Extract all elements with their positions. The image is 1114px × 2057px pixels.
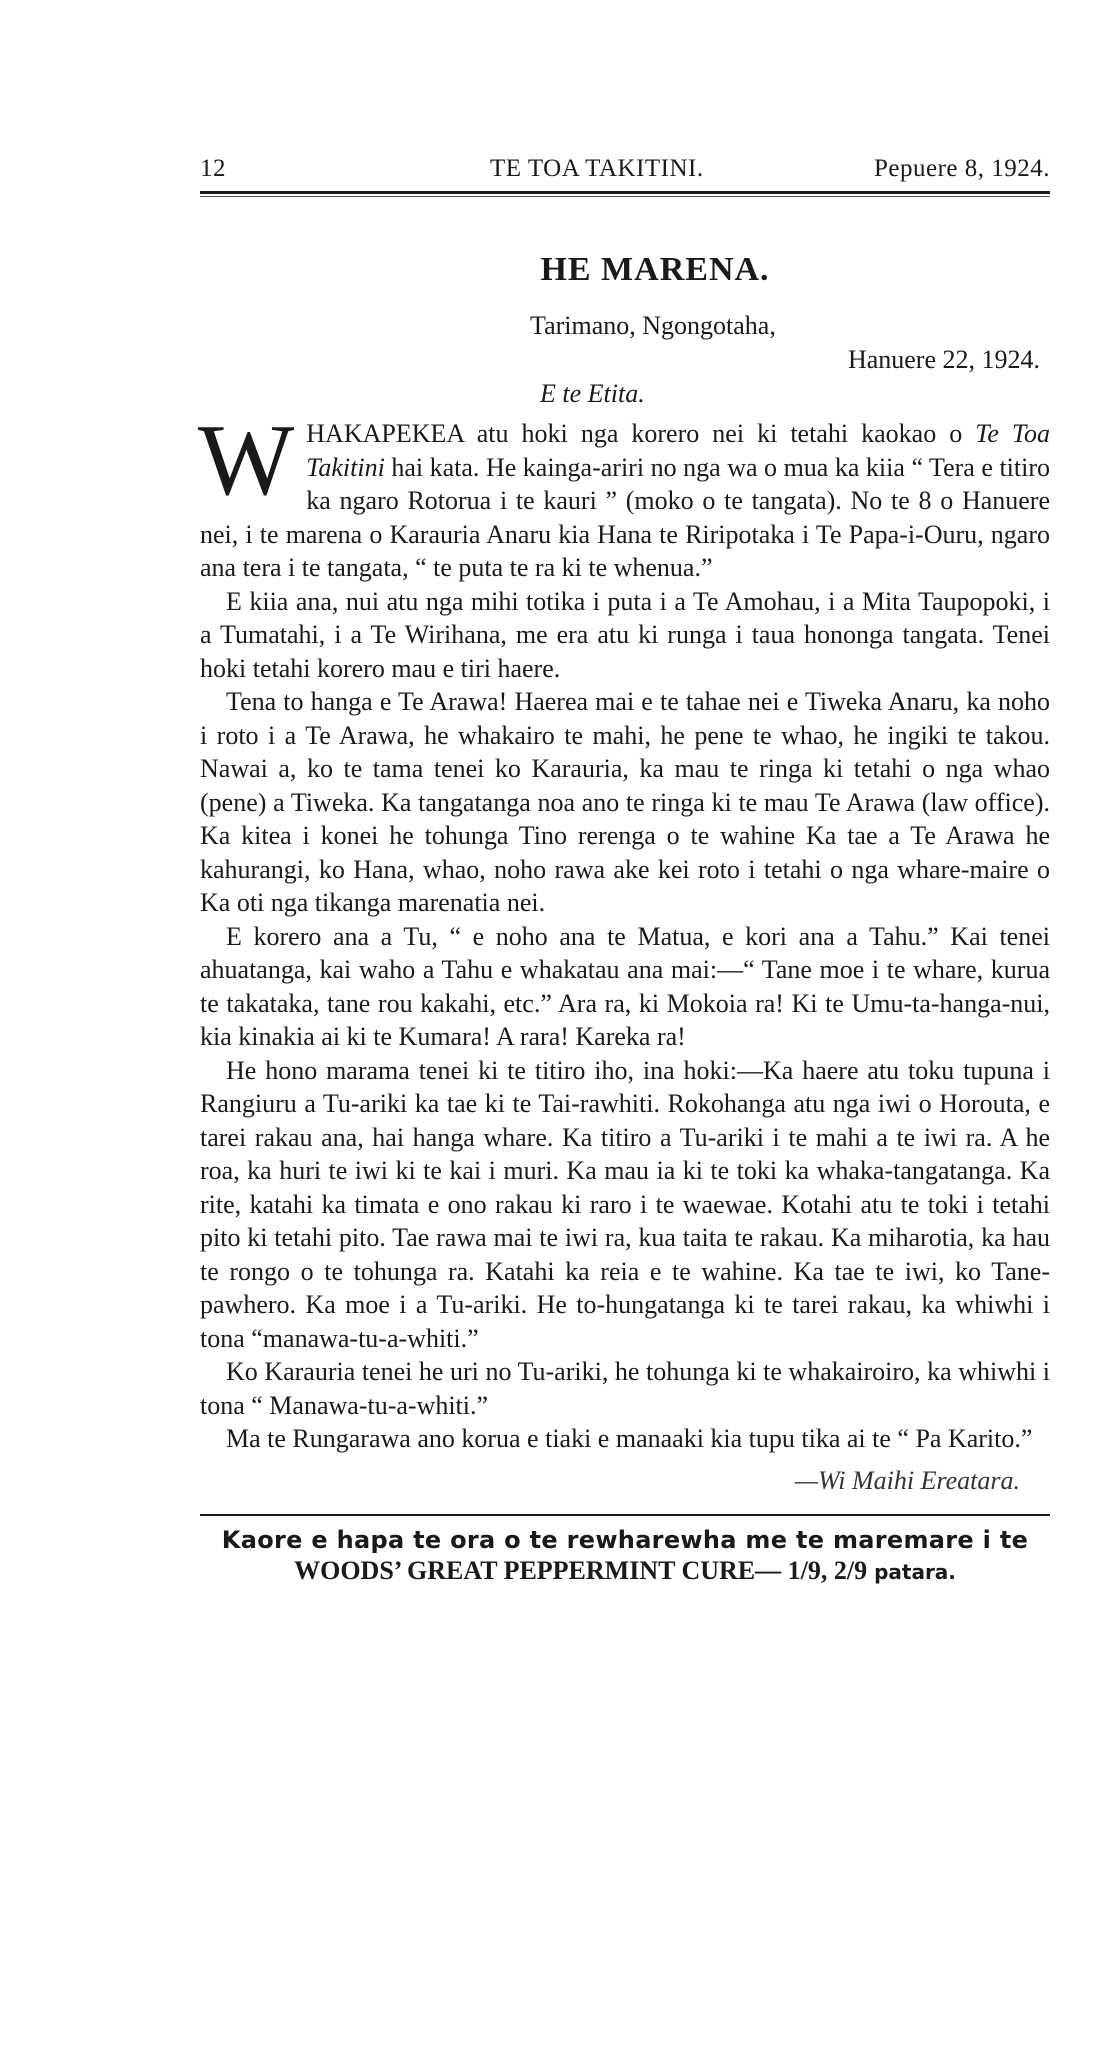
letter-salutation: E te Etita. — [540, 379, 645, 408]
signature: —Wi Maihi Ereatara. — [794, 1465, 1020, 1495]
paragraph-6: Ko Karauria tenei he uri no Tu-ariki, he tohunga ki te whakairoiro, ka whiwhi i tona “ Manawa-tu-a-whiti.” — [200, 1357, 1050, 1420]
advertisement-rule — [200, 1514, 1050, 1516]
letter-place: Tarimano, Ngongotaha, — [530, 311, 776, 340]
advertisement-line-2 — [200, 1556, 1050, 1586]
paragraph-1-rest: hai kata. He kainga-ariri no nga wa o mua ka kiia “ Tera e titiro ka ngaro Rotorua i te kauri ” (moko o te tangata). No te 8 o Hanuere nei, i te marena o Karauria Anaru kia Hana te Riripotaka i Te Papa-i-Ouru, ngaro ana tera i te tangata, “ te puta te ra ki te whenua.” — [200, 452, 1050, 582]
paragraph-5: He hono marama tenei ki te titiro iho, ina hoki:—Ka haere atu toku tupuna i Rangiuru a Tu-ariki ka tae ki te Tai-rawhiti. Rokohanga atu nga iwi o Horouta, e tarei rakau ana, hai hanga whare. Ka titiro a Tu-ariki i te mahi a te iwi ra. A he roa, ka huri te iwi ki te kai i muri. Ka mau ia ki te toki ka whaka-tangatanga. Ka rite, katahi ka timata e ono rakau ki raro i te waewae. Kotahi atu te toki i tetahi pito ki tetahi pito. Tae rawa mai te iwi ra, kua taita te rakau. Ka miharotia, ka hau te rongo o te tohunga ra. Katahi ka reia e te wahine. Ka tae te iwi, ko Tane-pawhero. Ka moe i a Tu-ariki. He to-hungatanga ki te tarei rakau, ka whiwhi i tona “manawa-tu-a-whiti.” — [200, 1055, 1050, 1353]
advertisement-line-1: Kaore e hapa te ora o te rewharewha me te maremare i te — [221, 1525, 1029, 1554]
letter-date: Hanuere 22, 1924. — [847, 345, 1040, 374]
issue-date: Pepuere 8, 1924. — [873, 155, 1050, 182]
page-number: 12 — [200, 155, 226, 182]
publication-name-italic: Te Toa Takitini — [306, 419, 1051, 482]
running-head — [200, 155, 1050, 185]
advertisement-product: WOODS’ GREAT PEPPERMINT CURE— 1/9, 2/9 — [294, 1555, 868, 1585]
paragraph-3: Tena to hanga e Te Arawa! Haerea mai e te tahae nei e Tiweka Anaru, ka noho i roto i a Te Arawa, he whakairo te mahi, he pene te whao, he ingiki te takou. Nawai a, ko te tama tenei ko Karauria, ka mau te ringa ki tetahi o nga whao (pene) a Tiweka. Ka tangatanga noa ano te ringa ki te mau Te Arawa (law office). Ka kitea i konei he tohunga Tino rerenga o te wahine Ka tae a Te Arawa he kahurangi, ko Hana, whao, noho rawa ake kei roto i tetahi o nga whare-maire o Ka oti nga tikanga marenatia nei. — [200, 687, 1050, 917]
paragraph-2: E kiia ana, nui atu nga mihi totika i puta i a Te Amohau, i a Mita Taupopoki, i a Tumatahi, i a Te Wirihana, me era atu ki runga i taua hononga tangata. Tenei hoki tetahi korero mau e tiri haere. — [200, 586, 1050, 683]
header-rule — [200, 191, 1050, 194]
newspaper-page — [200, 155, 1050, 1586]
article-heading: HE MARENA. — [540, 251, 770, 288]
advertisement-unit: patara. — [867, 1559, 956, 1584]
paragraph-4: E korero ana a Tu, “ e noho ana te Matua, e kori ana a Tahu.” Kai tenei ahuatanga, kai waho a Tahu e whakatau ana mai:—“ Tane moe i te whare, kurua te takataka, tane rou kakahi, etc.” Ara ra, ki Mokoia ra! Ki te Umu-ta-hanga-nui, kia kinakia ai ki te Kumara! A rara! Kareka ra! — [200, 921, 1050, 1051]
publication-title: TE TOA TAKITINI. — [490, 155, 704, 182]
paragraph-1-lead: HAKAPEKEA atu hoki nga korero nei ki tetahi kaokao o — [306, 419, 976, 448]
header-rule-thin — [200, 196, 1050, 197]
letter-body — [198, 404, 1051, 1456]
drop-cap: W — [198, 404, 295, 517]
paragraph-1 — [198, 404, 1051, 585]
paragraph-7: Ma te Rungarawa ano korua e tiaki e manaaki kia tupu tika ai te “ Pa Karito.” — [226, 1424, 1033, 1453]
advertisement — [200, 1526, 1050, 1586]
